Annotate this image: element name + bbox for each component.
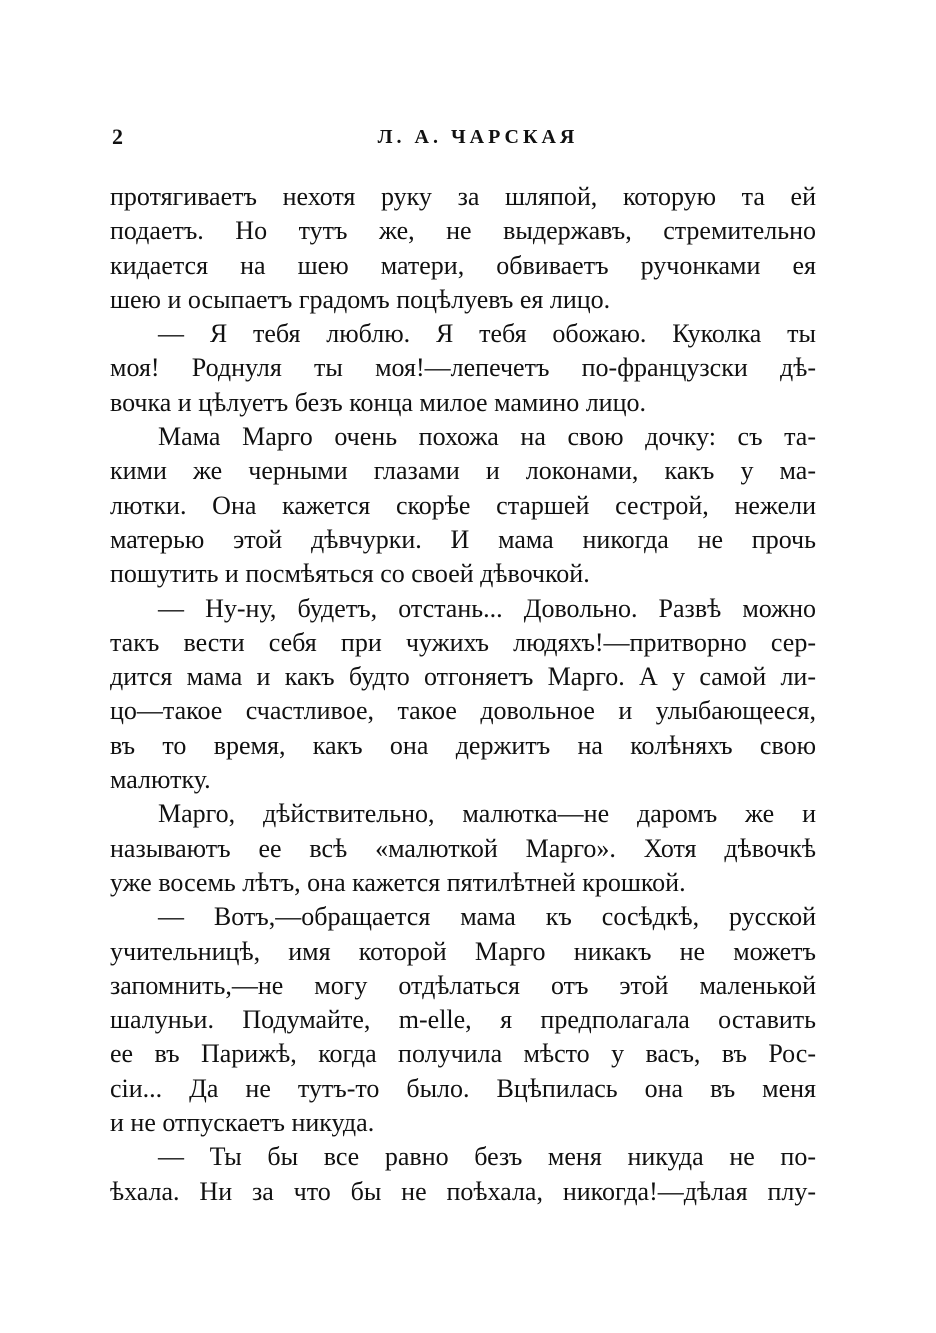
text-line: и не отпускаетъ никуда. (110, 1108, 375, 1138)
text-line: сіи... Да не тутъ-то было. Вцѣпилась она въ меня (110, 1073, 816, 1103)
text-line: шалуньи. Подумайте, m-elle, я предполагала оставить (110, 1005, 816, 1035)
text-line: пошутить и посмѣяться со своей дѣвочкой. (110, 559, 590, 589)
text-line: лютки. Она кажется скорѣе старшей сестрой, нежели (110, 490, 816, 520)
text-line: цо—такое счастливое, такое довольное и улыбающееся, (110, 696, 816, 726)
text-line: запомнить,—не могу отдѣлаться отъ этой маленькой (110, 970, 816, 1000)
text-line: шею и осыпаетъ градомъ поцѣлуевъ ея лицо. (110, 284, 611, 314)
text-line: подаетъ. Но тутъ же, не выдержавъ, стремительно (110, 216, 816, 246)
text-line: дится мама и какъ будто отгоняетъ Марго. А у самой ли- (110, 662, 816, 692)
text-line: такъ вести себя при чужихъ людяхъ!—притворно сер- (110, 627, 816, 657)
running-head (112, 122, 824, 152)
text-line: малютку. (110, 765, 211, 795)
text-line: въ то время, какъ она держитъ на колѣняхъ свою (110, 730, 816, 760)
running-title: Л. А. ЧАРСКАЯ (377, 126, 579, 148)
body-text (110, 180, 816, 1209)
text-line: — Ну-ну, будетъ, отстань... Довольно. Развѣ можно (158, 593, 816, 623)
text-line: ее въ Парижѣ, когда получила мѣсто у васъ, въ Рос- (110, 1039, 816, 1069)
text-line: матерью этой дѣвчурки. И мама никогда не прочь (110, 524, 816, 554)
text-line: — Я тебя люблю. Я тебя обожаю. Куколка ты (158, 319, 816, 349)
text-line: кими же черными глазами и локонами, какъ у ма- (110, 456, 816, 486)
text-line: называютъ ее всѣ «малюткой Марго». Хотя дѣвочкѣ (110, 833, 816, 863)
text-line: моя! Роднуля ты моя!—лепечетъ по-французски дѣ- (110, 353, 816, 383)
text-line: учительницѣ, имя которой Марго никакъ не можетъ (110, 936, 816, 966)
text-line: протягиваетъ нехотя руку за шляпой, которую та ей (110, 182, 816, 211)
text-line: кидается на шею матери, обвиваетъ ручонками ея (110, 250, 816, 280)
text-line: — Вотъ,—обращается мама къ сосѣдкѣ, русской (158, 902, 816, 932)
text-line: вочка и цѣлуетъ безъ конца милое мамино лицо. (110, 387, 646, 417)
text-line: — Ты бы все равно безъ меня никуда не по- (158, 1142, 816, 1172)
page-number: 2 (112, 124, 123, 149)
text-line: Марго, дѣйствительно, малютка—не даромъ же и (158, 799, 816, 829)
text-line: Мама Марго очень похожа на свою дочку: съ та- (158, 422, 816, 452)
text-line: ѣхала. Ни за что бы не поѣхала, никогда!—дѣлая плу- (110, 1176, 816, 1206)
text-line: уже восемь лѣтъ, она кажется пятилѣтней крошкой. (110, 867, 686, 897)
